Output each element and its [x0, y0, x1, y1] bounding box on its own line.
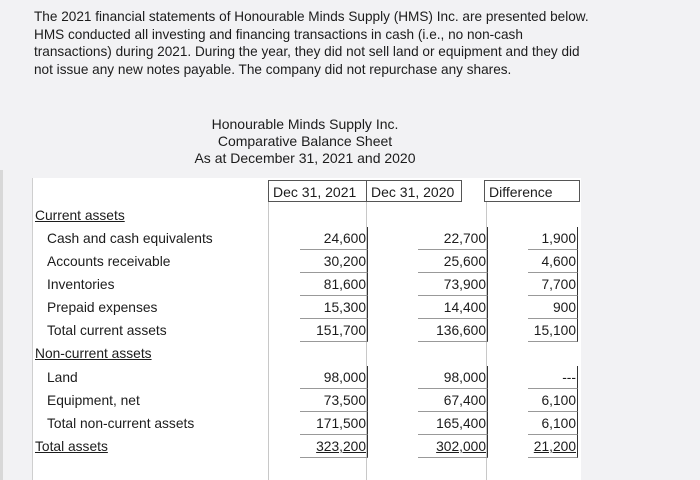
- value-2021: 171,500: [300, 412, 368, 435]
- column-header-2021: Dec 31, 2021: [268, 180, 368, 202]
- table-row: [32, 389, 580, 412]
- value-2021: 98,000: [300, 366, 368, 389]
- row-label: Total assets: [35, 439, 108, 454]
- value-difference: 6,100: [528, 412, 578, 435]
- row-label: Non-current assets: [35, 346, 152, 361]
- value-2021: 73,500: [300, 389, 368, 412]
- value-difference: 900: [528, 296, 578, 319]
- value-2020: 302,000: [418, 435, 488, 458]
- value-difference: 6,100: [528, 389, 578, 412]
- row-label: Inventories: [47, 277, 115, 292]
- left-edge-strip: [0, 170, 3, 480]
- table-row: [32, 366, 580, 389]
- value-difference: 7,700: [528, 273, 578, 296]
- value-2020: 14,400: [418, 296, 488, 319]
- table-row: [32, 296, 580, 319]
- company-name: Honourable Minds Supply Inc.: [211, 116, 399, 132]
- row-label: Current assets: [35, 208, 125, 223]
- value-2020: 67,400: [418, 389, 488, 412]
- statement-date: As at December 31, 2021 and 2020: [194, 150, 416, 166]
- column-header-difference: Difference: [484, 180, 580, 202]
- row-label: Prepaid expenses: [47, 300, 158, 315]
- row-label: Cash and cash equivalents: [47, 231, 213, 246]
- value-difference: 1,900: [528, 227, 578, 250]
- value-difference: ---: [528, 366, 578, 389]
- value-2021: 81,600: [300, 273, 368, 296]
- statement-name: Comparative Balance Sheet: [217, 133, 393, 149]
- table-row: [32, 250, 580, 273]
- table-row: [32, 227, 580, 250]
- table-row: [32, 412, 580, 435]
- section-header-row: [32, 342, 580, 365]
- value-2020: 22,700: [418, 227, 488, 250]
- row-label: Total non-current assets: [47, 416, 195, 431]
- row-label: Accounts receivable: [47, 254, 171, 269]
- value-2020: 165,400: [418, 412, 488, 435]
- value-2021: 24,600: [300, 227, 368, 250]
- value-2021: 15,300: [300, 296, 368, 319]
- statement-title-block: [160, 116, 450, 167]
- value-2020: 25,600: [418, 250, 488, 273]
- table-row: [32, 435, 580, 458]
- row-label: Land: [47, 370, 78, 385]
- row-label: Equipment, net: [47, 393, 140, 408]
- value-difference: 21,200: [528, 435, 578, 458]
- column-header-2020: Dec 31, 2020: [366, 180, 462, 202]
- table-row: [32, 319, 580, 342]
- value-difference: 4,600: [528, 250, 578, 273]
- value-2021: 151,700: [300, 319, 368, 342]
- row-label: Total current assets: [47, 323, 167, 338]
- table-row: [32, 273, 580, 296]
- value-2020: 73,900: [418, 273, 488, 296]
- section-header-row: [32, 204, 580, 227]
- value-2021: 323,200: [300, 435, 368, 458]
- value-2020: 98,000: [418, 366, 488, 389]
- value-2020: 136,600: [418, 319, 488, 342]
- value-difference: 15,100: [528, 319, 578, 342]
- value-2021: 30,200: [300, 250, 368, 273]
- problem-statement: The 2021 financial statements of Honourable Minds Supply (HMS) Inc. are presented below. HMS conducted all investing and financing transactions in cash (i.e., no non-cash transactions) during 2021. During the year, they did not sell land or equipment and they did not issue any new notes payable. The company did not repurchase any shares.: [34, 9, 589, 77]
